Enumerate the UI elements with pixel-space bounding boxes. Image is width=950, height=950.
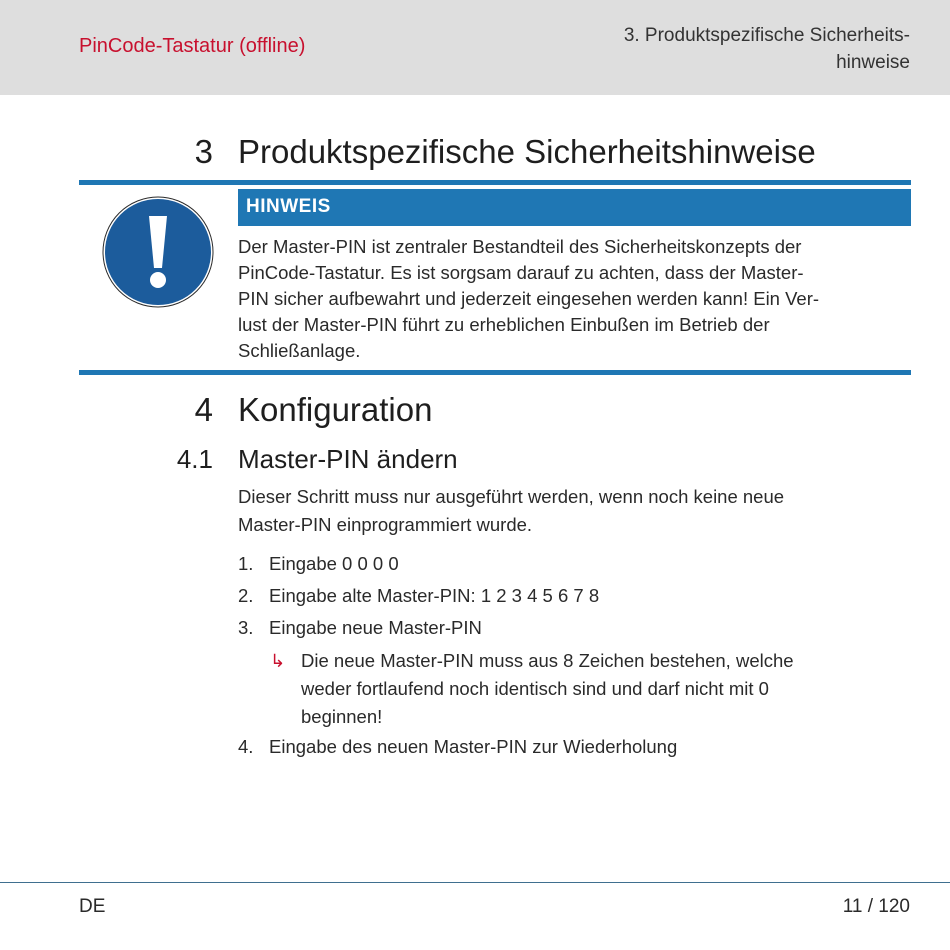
result-line: weder fortlaufend noch identisch sind und darf nicht mit 0 bbox=[301, 678, 769, 699]
notice-line: Der Master-PIN ist zentraler Bestandteil des Sicherheitskonzepts der bbox=[238, 236, 802, 257]
notice-bottom-rule bbox=[79, 370, 911, 375]
section-intro bbox=[238, 483, 910, 539]
notice-line: lust der Master-PIN führt zu erheblichen Einbußen im Betrieb der bbox=[238, 314, 770, 335]
header-section-line-1: 3. Produktspezifische Sicherheits- bbox=[623, 25, 910, 46]
notice-line: Schließanlage. bbox=[238, 340, 361, 361]
footer-page-number: 11 / 120 bbox=[842, 896, 910, 917]
result-line: beginnen! bbox=[301, 706, 383, 727]
step-1 bbox=[238, 553, 399, 575]
step-number: 4. bbox=[238, 736, 254, 757]
result-arrow-icon: ↳ bbox=[270, 651, 286, 671]
notice-text bbox=[238, 234, 910, 364]
notice-line: PIN sicher aufbewahrt und jederzeit eingesehen werden kann! Ein Ver- bbox=[238, 288, 820, 309]
step-2 bbox=[238, 585, 599, 607]
chapter-3-number: 3 bbox=[194, 133, 213, 170]
chapter-3-title: Produktspezifische Sicherheitshinweise bbox=[238, 133, 816, 170]
intro-line: Master-PIN einprogrammiert wurde. bbox=[238, 514, 533, 535]
step-number: 2. bbox=[238, 585, 254, 606]
step-number: 3. bbox=[238, 617, 254, 638]
step-text: Eingabe alte Master-PIN: 1 2 3 4 5 6 7 8 bbox=[269, 585, 600, 606]
intro-line: Dieser Schritt muss nur ausgeführt werden, wenn noch keine neue bbox=[238, 486, 785, 507]
step-4 bbox=[238, 736, 677, 758]
result-text bbox=[301, 647, 910, 731]
notice-line: PinCode-Tastatur. Es ist sorgsam darauf zu achten, dass der Master- bbox=[238, 262, 804, 283]
section-4-1-title: Master-PIN ändern bbox=[238, 444, 458, 474]
chapter-4-number: 4 bbox=[194, 391, 213, 428]
header-product-title: PinCode-Tastatur (offline) bbox=[79, 35, 306, 57]
step-text: Eingabe des neuen Master-PIN zur Wiederholung bbox=[269, 736, 678, 757]
notice-header-bar bbox=[238, 189, 911, 226]
header-section-line-2: hinweise bbox=[836, 52, 910, 73]
notice-top-rule bbox=[79, 180, 911, 185]
step-number: 1. bbox=[238, 553, 254, 574]
exclamation-icon bbox=[102, 196, 214, 308]
footer-rule bbox=[0, 882, 950, 883]
result-line: Die neue Master-PIN muss aus 8 Zeichen bestehen, welche bbox=[301, 650, 794, 671]
header-section-title bbox=[550, 22, 910, 76]
step-3 bbox=[238, 617, 482, 639]
step-text: Eingabe neue Master-PIN bbox=[269, 617, 482, 638]
step-text: Eingabe 0 0 0 0 bbox=[269, 553, 399, 574]
footer-language: DE bbox=[79, 896, 106, 917]
page-header bbox=[0, 0, 950, 95]
notice-label: HINWEIS bbox=[246, 196, 331, 217]
section-4-1-number: 4.1 bbox=[176, 444, 213, 474]
chapter-4-title: Konfiguration bbox=[238, 391, 433, 428]
